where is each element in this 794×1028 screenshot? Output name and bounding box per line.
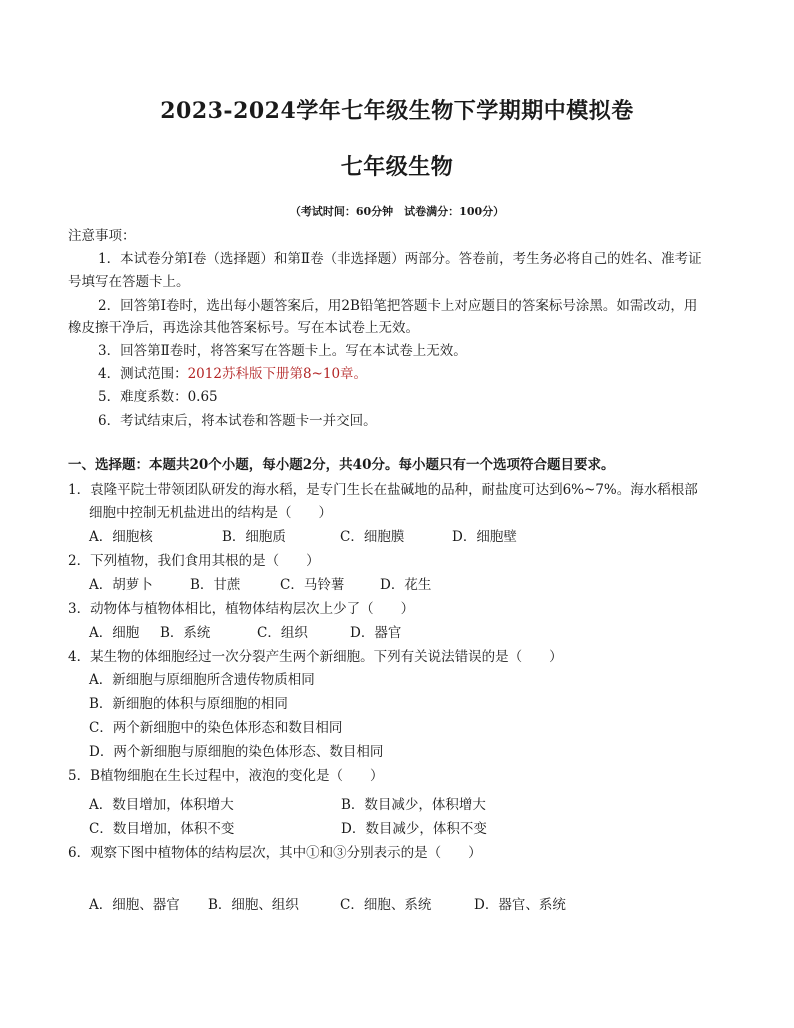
q5-option-b: B．数目减少，体积增大 — [341, 797, 486, 813]
question-4: 4．某生物的体细胞经过一次分裂产生两个新细胞。下列有关说法错误的是（ ） — [68, 649, 563, 665]
q1-option-b: B．细胞质 — [222, 529, 286, 545]
question-5: 5．B植物细胞在生长过程中，液泡的变化是（ ） — [68, 768, 384, 784]
section-heading: 一、选择题：本题共20个小题，每小题2分，共40分。每小题只有一个选项符合题目要求。 — [68, 457, 615, 473]
note-4-scope: 2012苏科版下册第8~10章。 — [187, 366, 368, 382]
question-2: 2．下列植物，我们食用其根的是（ ） — [68, 553, 320, 569]
note-4 — [98, 364, 367, 384]
q6-option-d: D．器官、系统 — [474, 897, 566, 913]
q6-option-c: C．细胞、系统 — [340, 897, 432, 913]
q4-option-c: C．两个新细胞中的染色体形态和数目相同 — [89, 720, 343, 736]
q5-option-c: C．数目增加，体积不变 — [89, 821, 235, 837]
question-6: 6．观察下图中植物体的结构层次，其中①和③分别表示的是（ ） — [68, 845, 482, 861]
note-5: 5．难度系数：0.65 — [98, 389, 218, 405]
q3-option-b: B．系统 — [160, 625, 211, 641]
question-1-line-2: 细胞中控制无机盐进出的结构是（ ） — [89, 505, 332, 521]
q5-option-d: D．数目减少，体积不变 — [341, 821, 487, 837]
question-3: 3．动物体与植物体相比，植物体结构层次上少了（ ） — [68, 601, 415, 617]
q2-option-a: A．胡萝卜 — [89, 577, 153, 593]
page-title: 2023-2024学年七年级生物下学期期中模拟卷 — [160, 98, 634, 124]
q3-option-a: A．细胞 — [89, 625, 140, 641]
exam-info: （考试时间：60分钟 试卷满分：100分） — [289, 205, 505, 218]
q3-option-d: D．器官 — [350, 625, 402, 641]
q1-option-d: D．细胞壁 — [452, 529, 517, 545]
note-1-line-1: 1．本试卷分第Ⅰ卷（选择题）和第Ⅱ卷（非选择题）两部分。答卷前，考生务必将自己的姓名、准考证 — [98, 251, 702, 267]
note-3: 3．回答第Ⅱ卷时，将答案写在答题卡上。写在本试卷上无效。 — [98, 343, 467, 359]
note-1-line-2: 号填写在答题卡上。 — [68, 274, 190, 290]
q6-option-b: B．细胞、组织 — [208, 897, 299, 913]
q2-option-d: D．花生 — [380, 577, 432, 593]
q4-option-b: B．新细胞的体积与原细胞的相同 — [89, 696, 288, 712]
q5-option-a: A．数目增加，体积增大 — [89, 797, 234, 813]
q2-option-c: C．马铃薯 — [280, 577, 345, 593]
q4-option-d: D．两个新细胞与原细胞的染色体形态、数目相同 — [89, 744, 384, 760]
q2-option-b: B．甘蔗 — [190, 577, 241, 593]
q1-option-c: C．细胞膜 — [340, 529, 405, 545]
note-6: 6．考试结束后，将本试卷和答题卡一并交回。 — [98, 413, 377, 429]
question-1-line-1: 1．袁隆平院士带领团队研发的海水稻，是专门生长在盐碱地的品种，耐盐度可达到6%~7%。海水稻根部 — [68, 482, 698, 498]
page-subtitle: 七年级生物 — [340, 154, 454, 180]
q4-option-a: A．新细胞与原细胞所含遗传物质相同 — [89, 672, 315, 688]
note-4-prefix: 4．测试范围： — [98, 366, 188, 382]
note-2-line-1: 2．回答第Ⅰ卷时，选出每小题答案后，用2B铅笔把答题卡上对应题目的答案标号涂黑。如需改动，用 — [98, 298, 698, 314]
q6-option-a: A．细胞、器官 — [89, 897, 180, 913]
q3-option-c: C．组织 — [257, 625, 308, 641]
q1-option-a: A．细胞核 — [89, 529, 153, 545]
note-2-line-2: 橡皮擦干净后，再选涂其他答案标号。写在本试卷上无效。 — [68, 320, 419, 336]
notes-heading: 注意事项： — [68, 228, 136, 244]
